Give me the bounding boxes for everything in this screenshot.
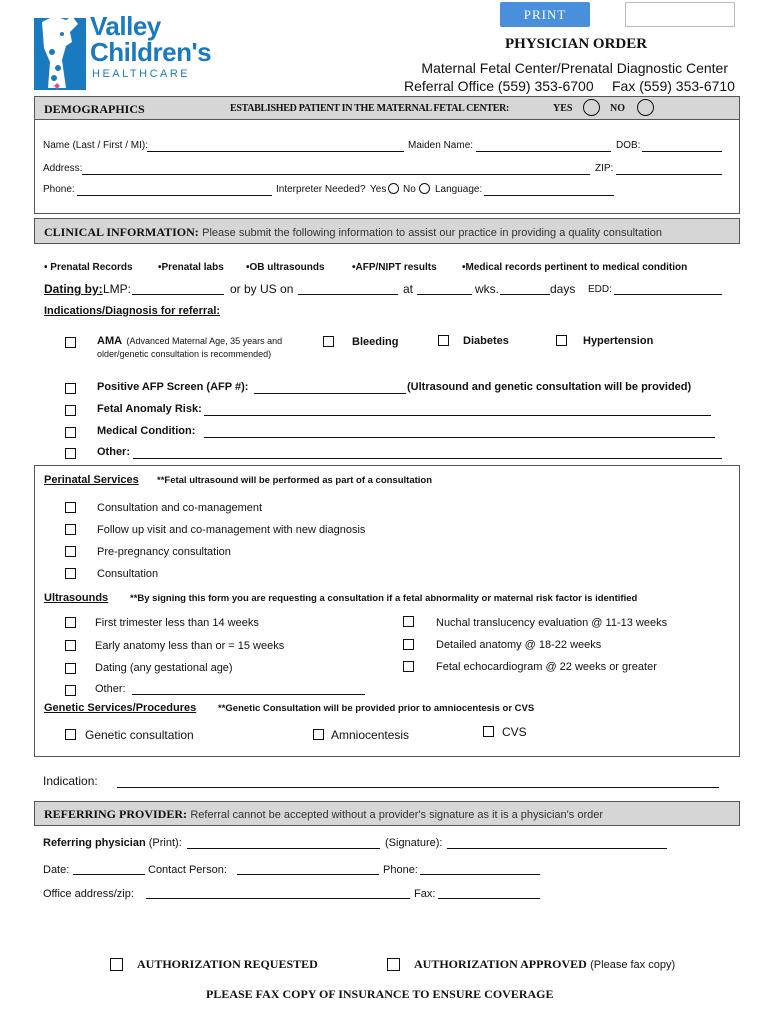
zip-field[interactable] [616,174,722,175]
interp-no-radio[interactable] [419,183,430,194]
genetic-header: Genetic Services/Procedures [44,702,197,714]
medical-condition-label: Medical Condition: [97,425,196,437]
dob-label: DOB: [616,140,641,151]
referring-header: REFERRING PROVIDER: [44,807,188,821]
referring-physician-label: Referring physician [43,837,146,849]
auth-approved-note: (Please fax copy) [590,959,676,971]
us-other-checkbox[interactable] [65,685,76,696]
bleeding-checkbox[interactable] [323,336,334,347]
genetic-consult-label: Genetic consultation [85,728,194,742]
ultrasounds-note: **By signing this form you are requesting a consultation if a fetal abnormality or maternal risk factor is identified [130,593,638,604]
fetal-anomaly-checkbox[interactable] [65,405,76,416]
referral-office: Referral Office (559) 353-6700 [404,78,594,94]
us-left-item-2: Early anatomy less than or = 15 weeks [95,640,285,652]
phone-label: Phone: [43,184,75,195]
established-label: ESTABLISHED PATIENT IN THE MATERNAL FETAL CENTER: [230,103,510,114]
perinatal-note: **Fetal ultrasound will be performed as part of a consultation [157,475,433,486]
established-yes-radio[interactable] [583,99,600,116]
phone-field[interactable] [77,195,272,196]
logo-line3: HEALTHCARE [92,68,191,80]
indications-label: Indications/Diagnosis for referral: [44,305,221,317]
page-title: PHYSICIAN ORDER [505,36,648,52]
perinatal-item-1: Consultation and co-management [97,502,263,514]
demographics-header: DEMOGRAPHICS [44,102,145,116]
zip-label: ZIP: [595,163,614,174]
ref-phone-label: Phone: [383,864,418,876]
us-right-item-2: Detailed anatomy @ 18-22 weeks [436,639,602,651]
ama-checkbox[interactable] [65,337,76,348]
lmp-field[interactable] [132,294,224,295]
name-label: Name (Last / First / MI): [43,140,149,151]
address-label: Address: [43,163,83,174]
maiden-label: Maiden Name: [408,140,474,151]
clinical-header-note: Please submit the following information to assist our practice in providing a quality consultation [202,227,662,239]
contact-label: Contact Person: [148,864,227,876]
ref-fax-label: Fax: [414,888,436,900]
contact-field[interactable] [237,874,379,875]
logo-line1: Valley [90,11,161,41]
perinatal-checkbox-2[interactable] [65,524,76,535]
weeks-field[interactable] [417,294,472,295]
clinical-item-medical-records: •Medical records pertinent to medical condition [462,262,688,273]
afp-note: (Ultrasound and genetic consultation will be provided) [407,381,692,393]
wks-label: wks. [475,282,499,296]
other-checkbox[interactable] [65,448,76,459]
at-label: at [403,282,414,296]
perinatal-item-3: Pre-pregnancy consultation [97,546,231,558]
clinical-item-prenatal-labs: •Prenatal labs [158,262,224,273]
interp-yes-label: Yes [370,184,387,195]
indication-field[interactable] [117,787,719,788]
address-field[interactable] [82,174,590,175]
clinical-header: CLINICAL INFORMATION: [44,225,199,239]
amnio-checkbox[interactable] [313,729,324,740]
date-label: Date: [43,864,70,876]
us-left-item-3: Dating (any gestational age) [95,662,233,674]
us-right-checkbox-3[interactable] [403,661,414,672]
signature-label: (Signature): [385,837,443,849]
signature-field[interactable] [447,848,667,849]
us-left-item-1: First trimester less than 14 weeks [95,617,259,629]
auth-requested-checkbox[interactable] [110,958,123,971]
us-right-checkbox-2[interactable] [403,639,414,650]
amnio-label: Amniocentesis [331,728,410,742]
interp-yes-radio[interactable] [388,183,399,194]
physician-print-field[interactable] [187,848,380,849]
hypertension-checkbox[interactable] [556,335,567,346]
bleeding-label: Bleeding [352,336,399,348]
days-field[interactable] [500,294,550,295]
cvs-checkbox[interactable] [483,726,494,737]
language-label: Language: [435,184,483,195]
cvs-label: CVS [502,725,527,739]
referring-header-row [44,807,603,822]
medical-condition-field[interactable] [204,437,715,438]
interp-no-label: No [403,184,416,195]
other-field[interactable] [133,458,722,459]
us-right-item-1: Nuchal translucency evaluation @ 11-13 weeks [436,617,668,629]
established-no-radio[interactable] [637,99,654,116]
perinatal-header: Perinatal Services [44,474,139,486]
clinical-item-ob-ultrasounds: •OB ultrasounds [246,262,325,273]
indication-label: Indication: [43,774,98,788]
top-input-box[interactable] [625,2,735,27]
ama-text [97,334,282,360]
edd-label: EDD: [588,284,612,295]
other-label: Other: [97,446,130,458]
lmp-label: LMP: [103,282,132,296]
us-left-checkbox-3[interactable] [65,663,76,674]
office-label: Office address/zip: [43,888,134,900]
referring-physician-row [43,837,182,849]
interpreter-label: Interpreter Needed? [276,184,366,195]
clinical-item-prenatal-records: • Prenatal Records [44,262,133,273]
fax-number: Fax (559) 353-6710 [612,78,735,94]
print-button[interactable]: PRINT [500,2,590,27]
center-name: Maternal Fetal Center/Prenatal Diagnostic Center [421,60,728,76]
established-no-label: NO [610,103,625,114]
afp-field[interactable] [254,393,406,394]
diabetes-checkbox[interactable] [438,335,449,346]
ref-phone-field[interactable] [420,874,540,875]
diabetes-label: Diabetes [463,335,509,347]
us-right-item-3: Fetal echocardiogram @ 22 weeks or greater [436,661,657,673]
perinatal-item-4: Consultation [97,568,159,580]
us-other-field[interactable] [132,694,365,695]
auth-requested-label: AUTHORIZATION REQUESTED [137,957,318,971]
language-field[interactable] [484,195,614,196]
name-field[interactable] [147,151,404,152]
us-right-checkbox-1[interactable] [403,616,414,627]
maiden-field[interactable] [476,151,611,152]
edd-field[interactable] [614,294,722,295]
us-left-checkbox-2[interactable] [65,640,76,651]
fetal-anomaly-label: Fetal Anomaly Risk: [97,403,202,415]
auth-approved-checkbox[interactable] [387,958,400,971]
medical-condition-checkbox[interactable] [65,427,76,438]
hypertension-label: Hypertension [583,335,654,347]
footer-note: PLEASE FAX COPY OF INSURANCE TO ENSURE COVERAGE [206,987,554,1001]
us-left-checkbox-1[interactable] [65,617,76,628]
giraffe-logo-icon [32,12,88,90]
afp-checkbox[interactable] [65,383,76,394]
clinical-header-row [44,225,662,240]
clinical-item-afp-nipt: •AFP/NIPT results [352,262,437,273]
ref-fax-field[interactable] [438,898,540,899]
ama-note2: older/genetic consultation is recommended) [97,349,272,359]
referring-note: Referral cannot be accepted without a provider's signature as it is a physician's order [190,809,603,821]
us-other-label: Other: [95,683,126,695]
perinatal-checkbox-3[interactable] [65,546,76,557]
established-yes-label: YES [553,103,573,114]
auth-approved-label: AUTHORIZATION APPROVED [414,957,587,971]
ama-label: AMA [97,335,123,347]
dating-label: Dating by: [44,282,103,296]
referring-print-label: (Print): [148,837,182,849]
afp-label: Positive AFP Screen (AFP #): [97,381,249,393]
dob-field[interactable] [642,151,722,152]
ama-note1: (Advanced Maternal Age, 35 years and [126,336,283,346]
genetic-note: **Genetic Consultation will be provided prior to amniocentesis or CVS [218,703,535,714]
us-date-field[interactable] [298,294,398,295]
perinatal-item-2: Follow up visit and co-management with new diagnosis [97,524,366,536]
genetic-consult-checkbox[interactable] [65,729,76,740]
auth-approved-row [414,957,675,972]
date-field[interactable] [73,874,145,875]
days-label: days [550,282,576,296]
ultrasounds-header: Ultrasounds [44,592,109,604]
logo [32,12,232,92]
office-field[interactable] [146,898,410,899]
logo-line2: Children's [90,37,212,67]
or-by-us-label: or by US on [230,282,294,296]
fetal-anomaly-field[interactable] [204,415,711,416]
perinatal-checkbox-1[interactable] [65,502,76,513]
perinatal-checkbox-4[interactable] [65,568,76,579]
